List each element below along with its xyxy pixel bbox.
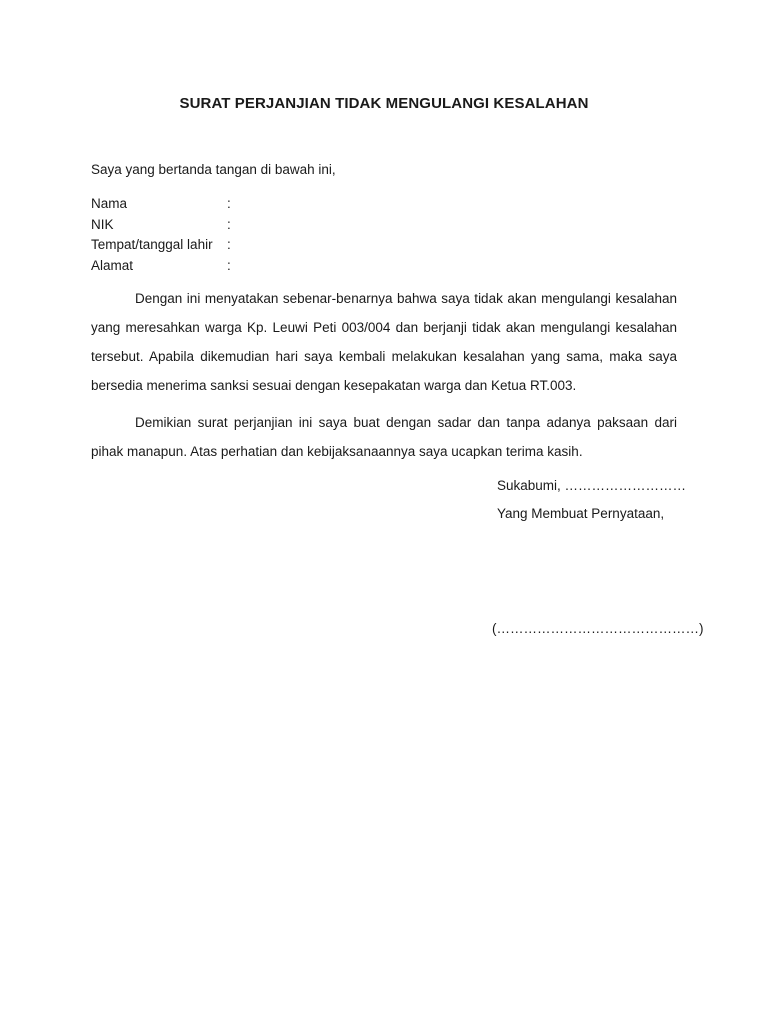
field-colon: :: [227, 196, 231, 211]
document-title: SURAT PERJANJIAN TIDAK MENGULANGI KESALAHAN: [179, 95, 589, 112]
field-label: Nama: [91, 196, 128, 211]
field-label: Tempat/tanggal lahir: [91, 237, 213, 252]
field-colon: :: [227, 216, 231, 232]
statement-paragraph: Dengan ini menyatakan sebenar-benarnya bahwa saya tidak akan mengulangi kesalahan yang meresahkan warga Kp. Leuwi Peti 003/004 dan berjanji tidak akan mengulangi kesalahan tersebut. Apabila dikemudian hari saya kembali melakukan kesalahan yang sama, maka saya bersedia menerima sanksi sesuai dengan kesepakatan warga dan Ketua RT.003.: [91, 291, 677, 393]
signature-line: (………………………………………): [492, 621, 704, 636]
intro-text: Saya yang bertanda tangan di bawah ini,: [91, 162, 336, 177]
identity-fields: [91, 194, 231, 276]
field-row-nik: [91, 215, 231, 236]
field-label: NIK: [91, 216, 114, 232]
signer-label: Yang Membuat Pernyataan,: [497, 506, 665, 521]
field-colon: :: [227, 237, 231, 252]
field-row-tempat-tanggal-lahir: [91, 235, 231, 256]
place-date: Sukabumi, ………………………: [497, 478, 687, 493]
field-label: Alamat: [91, 257, 134, 273]
field-colon: :: [227, 257, 231, 273]
closing-paragraph: Demikian surat perjanjian ini saya buat dengan sadar dan tanpa adanya paksaan dari pihak manapun. Atas perhatian dan kebijaksanaannya saya ucapkan terima kasih.: [91, 415, 677, 459]
field-row-nama: [91, 194, 231, 215]
field-row-alamat: [91, 256, 231, 277]
